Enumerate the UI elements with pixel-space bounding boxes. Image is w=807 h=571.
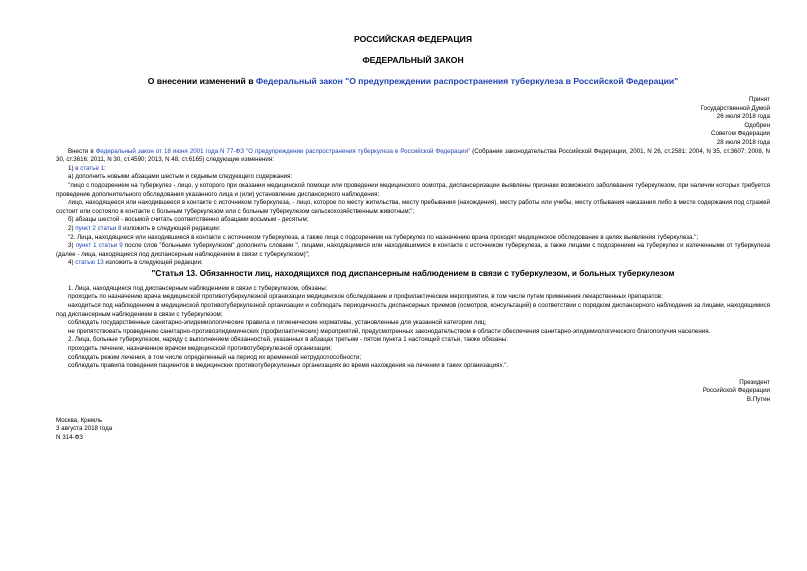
article-13-p2: проходить по назначению врача медицинской противотуберкулезной организации медицинское обследование и профилактические мероприятия, в том числе путем применения лекарственных препаратов; bbox=[68, 293, 663, 301]
item-3-link[interactable]: пункт 1 статьи 9 bbox=[75, 242, 123, 250]
quote-1: "лицо с подозрением на туберкулез - лицо, у которого при оказании медицинской помощи или проведении медицинского осмотра, диспансеризации выявлены признаки возможного заболевания туберкулезом, при наличии которых требуется проведение дополнительного обследования указанного лица и (или) установление диспансерного наблюдения; bbox=[56, 181, 770, 198]
intro-paragraph bbox=[56, 148, 770, 165]
approved-line-1: Одобрен bbox=[744, 121, 770, 129]
footer-block bbox=[56, 417, 770, 443]
item-2 bbox=[56, 225, 770, 234]
article-13-p6: 2. Лица, больные туберкулезом, наряду с выполнением обязанностей, указанных в абзацах третьем - пятом пункта 1 настоящей статьи, также обязаны: bbox=[68, 336, 508, 344]
accepted-date: 26 июля 2018 года bbox=[716, 113, 770, 121]
law-document bbox=[56, 34, 770, 442]
footer-number: N 314-ФЗ bbox=[56, 433, 84, 441]
article-13-p7: проходить лечение, назначенное врачом медицинской противотуберкулезной организации; bbox=[68, 345, 332, 353]
item-2-tail: изложить в следующей редакции: bbox=[121, 224, 221, 232]
accepted-line-1: Принят bbox=[749, 96, 770, 103]
intro-law-link[interactable]: Федеральный закон от 18 июня 2001 года N 77-ФЗ "О предупреждении распространения туберкулеза в Российской Федерации" bbox=[95, 147, 471, 155]
intro-prefix: Внести в bbox=[68, 147, 96, 155]
article-13-title: "Статья 13. Обязанности лиц, находящихся под диспансерным наблюдением в связи с туберкулезом, и больных туберкулезом bbox=[151, 268, 675, 278]
intro-suffix: (Собрание законодательства Российской Федерации, 2001, N 26, ст.2581; 2004, N 35, ст.3607; 2008, N 30, ст.3616; 2011, N 30, ст.4590; 2013, N 48, ст.6165) следующие изменения: bbox=[56, 147, 770, 164]
article-13-p5: не препятствовать проведению санитарно-противоэпидемических (профилактических) мероприятий, предусмотренных законодательством в области обеспечения санитарно-эпидемиологического благополучия населения. bbox=[68, 327, 711, 335]
signature-role-2: Российской Федерации bbox=[702, 387, 770, 395]
article-13-p9: соблюдать правила поведения пациентов в медицинских противотуберкулезных организациях во время нахождения на лечении в таких организациях.". bbox=[68, 362, 509, 370]
item-1 bbox=[56, 165, 770, 174]
item-4-link[interactable]: статью 13 bbox=[75, 259, 104, 267]
item-3-tail: после слов "больными туберкулезом" дополнить словами ", лицами, находящимися или находившимися в контакте с источником туберкулеза, а также лицами с подозрением на туберкулез и излеченными от туберкулеза (далее - лица, находящиеся под диспансерным наблюдением в связи с туберкулезом)"; bbox=[56, 242, 770, 258]
item-3 bbox=[56, 242, 770, 259]
item-4-num: 4) bbox=[68, 259, 76, 267]
quote-2: лицо, находящееся или находившееся в контакте с источником туберкулеза, - лицо, которое по месту жительства, месту пребывания (нахождения), месту работы или учебы, месту отбывания наказания либо в месте содержания под стражей состоит или состояло в контакте с больным туберкулезом или с больным туберкулезом сельскохозяйственным животным;"; bbox=[56, 199, 770, 215]
item-1-link[interactable]: в статье 1 bbox=[75, 164, 105, 172]
title-law-link[interactable]: Федеральный закон "О предупреждении распространения туберкулеза в Российской Федерации" bbox=[255, 76, 679, 86]
item-2-num: 2) bbox=[68, 224, 76, 232]
footer-date: 3 августа 2018 года bbox=[56, 425, 113, 433]
item-1a: а) дополнить новыми абзацами шестым и седьмым следующего содержания: bbox=[68, 173, 293, 181]
article-13-p3: находиться под наблюдением в медицинской противотуберкулезной организации и соблюдать периодичность диспансерных приемов (осмотров, консультаций) в соответствии с порядком диспансерного наблюдения за лицами, находящимися под диспансерным наблюдением в связи с туберкулезом; bbox=[56, 302, 770, 318]
item-4-tail: изложить в следующей редакции: bbox=[103, 259, 203, 267]
article-13-p8: соблюдать режим лечения, в том числе определенный на период их временной нетрудоспособности; bbox=[68, 353, 362, 361]
country-heading: РОССИЙСКАЯ ФЕДЕРАЦИЯ bbox=[353, 34, 473, 44]
title-prefix: О внесении изменений в bbox=[147, 76, 256, 86]
item-3-num: 3) bbox=[68, 242, 76, 250]
quote-3: "2. Лица, находящиеся или находившиеся в контакте с источником туберкулеза, а также лица с подозрением на туберкулез по назначению врача проходят медицинское обследование в целях выявления туберкулеза."; bbox=[68, 233, 699, 241]
approved-date: 28 июля 2018 года bbox=[716, 138, 770, 146]
approved-line-2: Советом Федерации bbox=[711, 130, 770, 138]
item-4 bbox=[56, 259, 770, 268]
item-1-tail: : bbox=[104, 164, 106, 172]
law-type-heading: ФЕДЕРАЛЬНЫЙ ЗАКОН bbox=[362, 55, 464, 65]
signature-role-1: Президент bbox=[739, 378, 770, 386]
article-13-p4: соблюдать государственные санитарно-эпидемиологические правила и гигиенические нормативы, установленные для указанной категории лиц; bbox=[68, 319, 487, 327]
signature-block bbox=[56, 379, 770, 405]
footer-place: Москва, Кремль bbox=[56, 416, 103, 424]
accepted-line-2: Государственной Думой bbox=[700, 104, 770, 112]
item-1-num: 1) bbox=[68, 164, 76, 172]
article-13-p1: 1. Лица, находящиеся под диспансерным наблюдением в связи с туберкулезом, обязаны: bbox=[68, 284, 328, 292]
item-1b: б) абзацы шестой - восьмой считать соответственно абзацами восьмым - десятым; bbox=[68, 216, 309, 224]
signature-name: В.Путин bbox=[746, 396, 770, 403]
adoption-block bbox=[56, 96, 770, 148]
item-2-link[interactable]: пункт 2 статьи 8 bbox=[75, 224, 122, 232]
law-title bbox=[56, 76, 770, 86]
